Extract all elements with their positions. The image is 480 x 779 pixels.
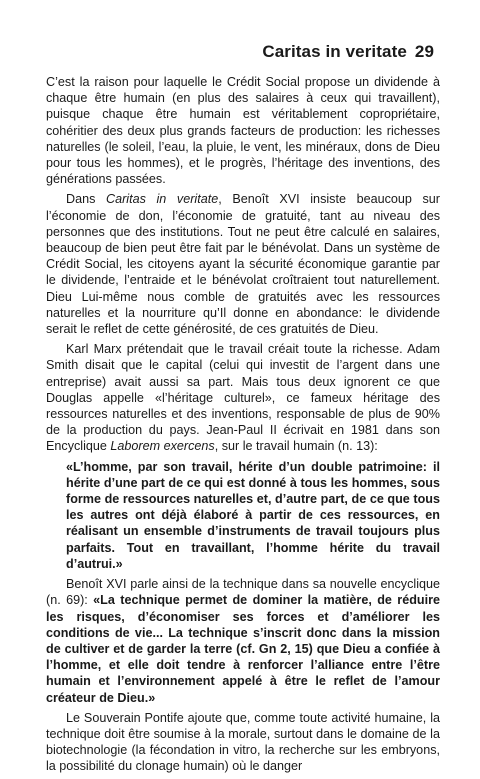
paragraph-4-text-a: Benoît XVI parle ainsi de la technique dans sa nouvelle encyclique (n. 69):: [46, 577, 440, 608]
encyclical-title-laborem: Laborem exercens: [110, 439, 215, 454]
header-title: Caritas in veritate: [262, 42, 407, 61]
paragraph-3-text-a: Karl Marx prétendait que le travail créait toute la richesse. Adam Smith disait que le capital (celui qui investit de l’argent dans une entreprise) avait aussi sa part. Mais tous deux ignorent ce que Douglas appelle «l’héritage culturel», ce fameux héritage des ressources naturelles et des inventions, responsable de plus de 90% de la production du pays. Jean-Paul II écrivait en 1981 dans son Encyclique: [46, 342, 440, 454]
paragraph-2-text-b: , Benoît XVI insiste beaucoup sur l’économie de don, l’économie de gratuité, tant au niveau des personnes que des institutions. Tout ne peut être calculé en salaires, beaucoup de bien peut être fait par le bénévolat. Dans un système de Crédit Social, les citoyens ayant la sécurité économique garantie par le dividende, l’entraide et le bénévolat croîtraient tout naturellement. Dieu Lui-même nous comble de gratuités avec les ressources naturelles et la nourriture qu’Il donne en abondance: le dividende serait le reflet de cette générosité, de ces gratuités de Dieu.: [46, 192, 440, 337]
paragraph-5: Le Souverain Pontife ajoute que, comme toute activité humaine, la technique doit être soumise à la morale, surtout dans le domaine de la biotechnologie (la fécondation in vitro, la recherche sur les embryons, la possibilité du clonage humain) où le danger: [46, 710, 440, 774]
paragraph-3: [46, 341, 440, 454]
paragraph-1: C’est la raison pour laquelle le Crédit Social propose un dividende à chaque être humain (en plus des salaires à ceux qui travaillent), puisque chaque être humain est véritablement copropriétaire, cohéritier des deux plus grands facteurs de production: les richesses naturelles (le soleil, l’eau, la pluie, le vent, les minéraux, dons de Dieu pour tous les hommes), et le progrès, l’héritage des inventions, des générations passées.: [46, 75, 440, 187]
page-body: [46, 74, 440, 779]
encyclical-title-caritas: Caritas in veritate: [106, 192, 219, 207]
quote-laborem-exercens: «L’homme, par son travail, hérite d’un double patrimoine: il hérite d’une part de ce qui est donné à tous les hommes, sous forme de ressources naturelles et, d’autre part, de ce que tous les autres ont déjà élaboré à partir de ces ressources, en réalisant un ensemble d’instruments de travail toujours plus parfaits. Tout en travaillant, l’homme hérite du travail d’autrui.»: [66, 459, 440, 571]
paragraph-3-text-b: , sur le travail humain (n. 13):: [214, 439, 378, 454]
paragraph-2: [46, 191, 440, 337]
running-header: [262, 42, 434, 62]
page-number: 29: [414, 42, 434, 61]
quote-caritas-technique: «La technique permet de dominer la matière, de réduire les risques, d’économiser ses forces et d’améliorer les conditions de vie... La technique s’inscrit donc dans la mission de cultiver et de garder la terre (cf. Gn 2, 15) que Dieu a confiée à l’homme, et elle doit tendre à renforcer l’alliance entre l’être humain et l’environnement appelé à être le reflet de l’amour créateur de Dieu.»: [46, 593, 440, 705]
paragraph-2-text-a: Dans: [66, 192, 107, 207]
paragraph-4: [46, 576, 440, 706]
